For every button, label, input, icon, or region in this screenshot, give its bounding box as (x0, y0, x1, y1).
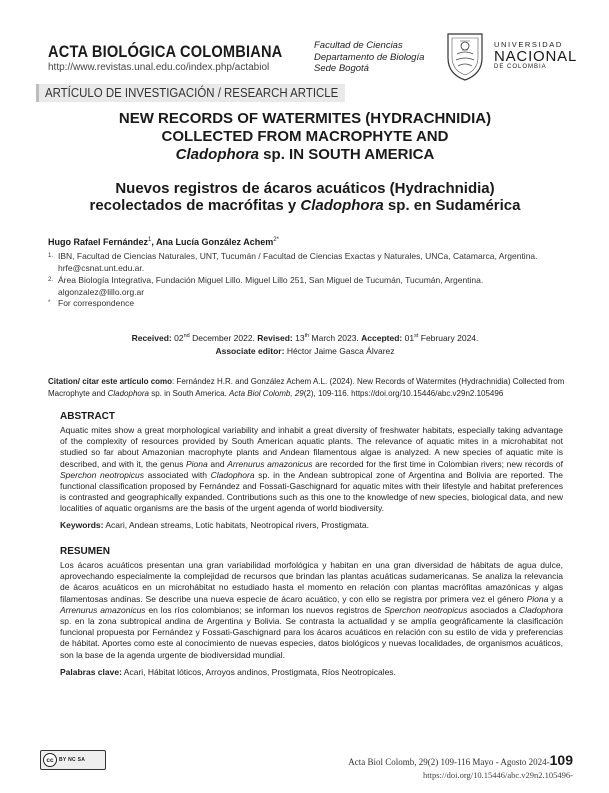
author-1: Hugo Rafael Fernández (48, 237, 149, 247)
author-2: Ana Lucía González Achem (156, 237, 274, 247)
accepted-rest: February 2024. (418, 332, 479, 343)
author-1-sup: 1 (148, 237, 152, 243)
accepted-sup: st (414, 333, 419, 339)
title-es-line2 (40, 197, 570, 214)
abstract-segment: and (207, 458, 228, 469)
title-en-line3 (40, 146, 570, 164)
affiliation-correspondence (48, 298, 358, 310)
faculty-block (314, 40, 424, 75)
keywords-list: Acari, Hábitat lóticos, Arroyos andinos, Prostigmata, Ríos Neotropicales. (121, 667, 396, 677)
resumen-taxon: Sperchon neotropicus (384, 604, 468, 615)
title-es-genus: Cladophora (300, 197, 384, 214)
received-rest: December 2022. (189, 332, 255, 343)
title-en-genus: Cladophora (175, 146, 260, 163)
faculty-line: Departamento de Biología (314, 51, 425, 63)
title-es-line2-end: sp. en Sudamérica (383, 197, 521, 214)
editor-line (40, 345, 570, 358)
affiliation-text: Área Biología Integrativa, Fundación Miguel Lillo. Miguel Lillo 251, San Miguel de Tucumán, Tucumán, Argentina. algonzalez@lillo.org.ar (58, 275, 484, 297)
article-dates (40, 330, 570, 358)
citation-text: sp. in South America. (148, 389, 230, 398)
resumen-segment: Los ácaros acuáticos presentan una gran variabilidad morfológica y habitan en una gran diversidad de hábitats de agua dulce, aprovechando especialmente la complejidad de recursos que brindan las plantas acuáticas sudamericanas. Se analiza la relevancia de ácaros acuáticos en un microhábitat no estudiado hasta el momento en relación con plantas macrófitas amazónicas y algas filamentosas andinas. Se describe una nueva especie de ácaro acuático, y con ello se registra por primera vez el género (60, 560, 563, 604)
revised-sup: th (304, 333, 310, 339)
received-sup: nd (183, 333, 190, 339)
abstract-taxon: Sperchon neotropicus (60, 469, 144, 480)
resumen-segment: y a (548, 593, 563, 604)
affiliation-text: For correspondence (58, 298, 135, 308)
revised-rest: March 2023. (309, 332, 359, 343)
footer-doi[interactable]: https://doi.org/10.15446/abc.v29n2.105496- (422, 770, 573, 780)
resumen-segment: asociados a (467, 604, 520, 615)
keywords-list: Acari, Andean streams, Lotic habitats, Neotropical rivers, Prostigmata. (103, 520, 369, 530)
title-en-line2: COLLECTED FROM MACROPHYTE AND (161, 128, 449, 145)
citation-genus: Cladophora (107, 389, 149, 398)
university-line-3: DE COLOMBIA (494, 64, 547, 70)
faculty-line: Sede Bogotá (314, 63, 369, 74)
resumen-segment: en los ríos colombianos; se informan los nuevos registros de (145, 604, 385, 615)
footer-reference (348, 752, 573, 768)
title-es-line2-start: recolectados de macrófitas y (89, 197, 301, 214)
footer-ref-text: Acta Biol Colomb, 29(2) 109-116 Mayo - Agosto 2024- (348, 757, 550, 767)
revised-label: Revised: (257, 332, 293, 343)
page-number: 109 (549, 752, 573, 768)
cc-license-badge[interactable] (40, 750, 106, 770)
affiliation-number: * (48, 300, 51, 306)
keywords-en (60, 520, 560, 530)
resumen-segment: sp. en la zona subtropical andina de Argentina y Bolivia. Se contrasta la actualidad y se amplía geográficamente la clasificación funcional propuesta por Fernández y Fossati-Gaschignard para los ácaros acuáticos en relación con su estilo de vida y preferencias de hábitat. Aportes como este al conocimiento de nuevas especies, datos biológicos y nuevas localidades, de organismos acuáticos, son la base de la agenda urgente de biodiversidad mundial. (60, 616, 563, 660)
abstract-heading: ABSTRACT (60, 411, 115, 422)
article-type-label: ARTÍCULO DE INVESTIGACIÓN / RESEARCH ARTICLE (45, 85, 339, 100)
affiliation-text: IBN, Facultad de Ciencias Naturales, UNT, Tucumán / Facultad de Ciencias Exactas y Naturales, UNCa, Catamarca, Argentina. hrfe@csnat.unt.edu.ar. (58, 251, 538, 273)
cc-license-text: BY NC SA (59, 757, 86, 763)
university-line-1: UNIVERSIDAD (494, 40, 563, 49)
title-spanish (40, 180, 570, 214)
university-seal-icon (442, 28, 488, 82)
author-2-sup: 2* (273, 237, 279, 243)
citation-text: : Fernández H.R. and González Achem A.L. (2024). New Records of Watermites (Hydrachnidia) Collected from Macrophyte and (48, 377, 565, 398)
keywords-label: Keywords: (60, 520, 104, 530)
resumen-heading: RESUMEN (60, 546, 111, 557)
received-label: Received: (131, 332, 172, 343)
abstract-segment: are recorded for the first time in Colombian rivers; new records of (312, 458, 563, 469)
journal-name: ACTA BIOLÓGICA COLOMBIANA (48, 42, 283, 61)
abstract-segment: sp. in the Andean subtropical zone of Argentina and Bolivia are reported. The functional classification proposed by Fernández and Fossati-Gaschignard for aquatic mites with their lifestyle and habitat preferences is contrasted and geographically expanded. Contributions such as this one to the knowledge of new species, biological data, and new localities of aquatic organisms are the basis of the urgent agenda of world biodiversity. (60, 469, 563, 514)
accepted-day: 01 (404, 332, 415, 343)
resumen-text (60, 560, 563, 661)
title-es-line1: Nuevos registros de ácaros acuáticos (Hydrachnidia) (115, 180, 495, 197)
affiliation-1 (48, 251, 568, 274)
editor-label: Associate editor: (215, 345, 285, 356)
dates-line (40, 330, 570, 345)
revised-day: 13 (295, 332, 305, 343)
cc-icon: cc (43, 753, 57, 767)
faculty-line: Facultad de Ciencias (314, 40, 403, 51)
abstract-text (60, 425, 563, 515)
accepted-label: Accepted: (361, 332, 403, 343)
resumen-taxon: Cladophora (519, 604, 563, 615)
title-en-line3-rest: sp. IN SOUTH AMERICA (259, 146, 435, 163)
resumen-taxon: Arrenurus amazonicus (60, 604, 146, 615)
abstract-taxon: Arrenurus amazonicus (227, 458, 313, 469)
article-type-banner (36, 84, 345, 102)
affiliation-number: 2. (48, 277, 54, 283)
affiliation-number: 1. (48, 253, 54, 259)
keywords-label: Palabras clave: (60, 667, 122, 677)
abstract-taxon: Piona (185, 458, 208, 469)
editor-name: Héctor Jaime Gasca Álvarez (286, 345, 395, 356)
affiliation-2 (48, 275, 568, 298)
abstract-segment: associated with (143, 469, 211, 480)
citation-doi[interactable]: (2), 109-116. https://doi.org/10.15446/abc.v29n2.105496 (303, 389, 504, 398)
author-separator: , (151, 237, 157, 247)
authors-line (48, 237, 279, 247)
resumen-taxon: Piona (526, 593, 549, 604)
keywords-es (60, 667, 560, 677)
received-day: 02 (174, 332, 184, 343)
university-name (494, 40, 577, 70)
abstract-segment: Aquatic mites show a great morphological variability and inhabit a great diversity of freshwater habitats, especially taking advantage of the complexity of resources provided by South American aquatic plants. The relevance of aquatic mites in a microhabitat not studied so far about Amazonian macrophyte plants and Andean filamentous algae is analyzed. A new species of aquatic mite is described, and with it, the genus (60, 425, 563, 469)
abstract-taxon: Cladophora (210, 469, 255, 480)
journal-url[interactable]: http://www.revistas.unal.edu.co/index.php/actabiol (48, 62, 270, 73)
citation-block (48, 376, 566, 400)
citation-label: Citation/ citar este artículo como (48, 377, 173, 386)
citation-journal: Acta Biol Colomb, 29 (229, 389, 304, 398)
university-line-2: NACIONAL (494, 48, 578, 65)
title-en-line1: NEW RECORDS OF WATERMITES (HYDRACHNIDIA) (118, 110, 492, 127)
title-english (40, 110, 570, 164)
